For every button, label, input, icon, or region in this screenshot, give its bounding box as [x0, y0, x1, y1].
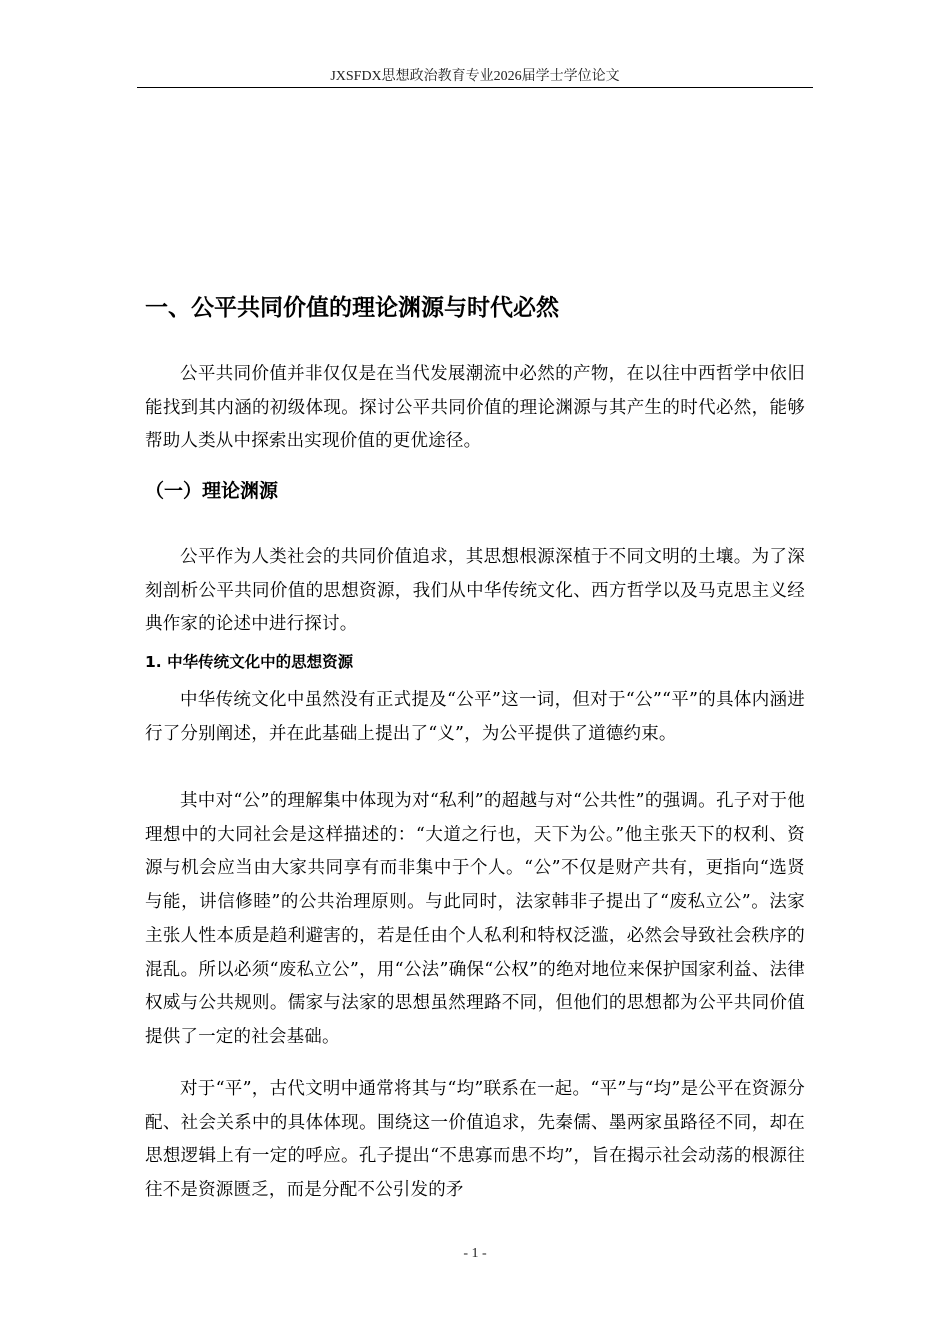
body-paragraph-3: 对于“平”，古代文明中通常将其与“均”联系在一起。“平”与“均”是公平在资源分配、社会关系中的具体体现。围绕这一价值追求，先秦儒、墨两家虽路径不同，却在思想逻辑上有一定的呼应。孔子提出“不患寡而患不均”，旨在揭示社会动荡的根源往往不是资源匮乏，而是分配不公引发的矛 — [145, 1079, 805, 1201]
running-header: JXSFDX思想政治教育专业2026届学士学位论文 — [330, 69, 620, 84]
theory-intro-paragraph: 公平作为人类社会的共同价值追求，其思想根源深植于不同文明的土壤。为了深刻剖析公平共同价值的思想资源，我们从中华传统文化、西方哲学以及马克思主义经典作家的论述中进行探讨。 — [145, 547, 805, 635]
body-paragraph-1: 中华传统文化中虽然没有正式提及“公平”这一词，但对于“公”“平”的具体内涵进行了分别阐述，并在此基础上提出了“义”，为公平提供了道德约束。 — [145, 690, 805, 744]
header-rule — [137, 87, 813, 88]
body-paragraph-2: 其中对“公”的理解集中体现为对“私利”的超越与对“公共性”的强调。孔子对于他理想中的大同社会是这样描述的：“大道之行也，天下为公。”他主张天下的权利、资源与机会应当由大家共同享有而非集中于个人。“公”不仅是财产共有，更指向“选贤与能，讲信修睦”的公共治理原则。与此同时，法家韩非子提出了“废私立公”。法家主张人性本质是趋利避害的，若是任由个人私利和特权泛滥，必然会导致社会秩序的混乱。所以必须“废私立公”，用“公法”确保“公权”的绝对地位来保护国家利益、法律权威与公共规则。儒家与法家的思想虽然理路不同，但他们的思想都为公平共同价值提供了一定的社会基础。 — [145, 791, 805, 1047]
page-number: - 1 - — [463, 1246, 487, 1261]
subsubsection-heading: 1. 中华传统文化中的思想资源 — [145, 653, 354, 671]
subsection-heading: （一）理论渊源 — [145, 480, 279, 502]
section-heading: 一、公平共同价值的理论渊源与时代必然 — [145, 295, 559, 321]
intro-paragraph: 公平共同价值并非仅仅是在当代发展潮流中必然的产物，在以往中西哲学中依旧能找到其内涵的初级体现。探讨公平共同价值的理论渊源与其产生的时代必然，能够帮助人类从中探索出实现价值的更优途径。 — [145, 364, 805, 452]
